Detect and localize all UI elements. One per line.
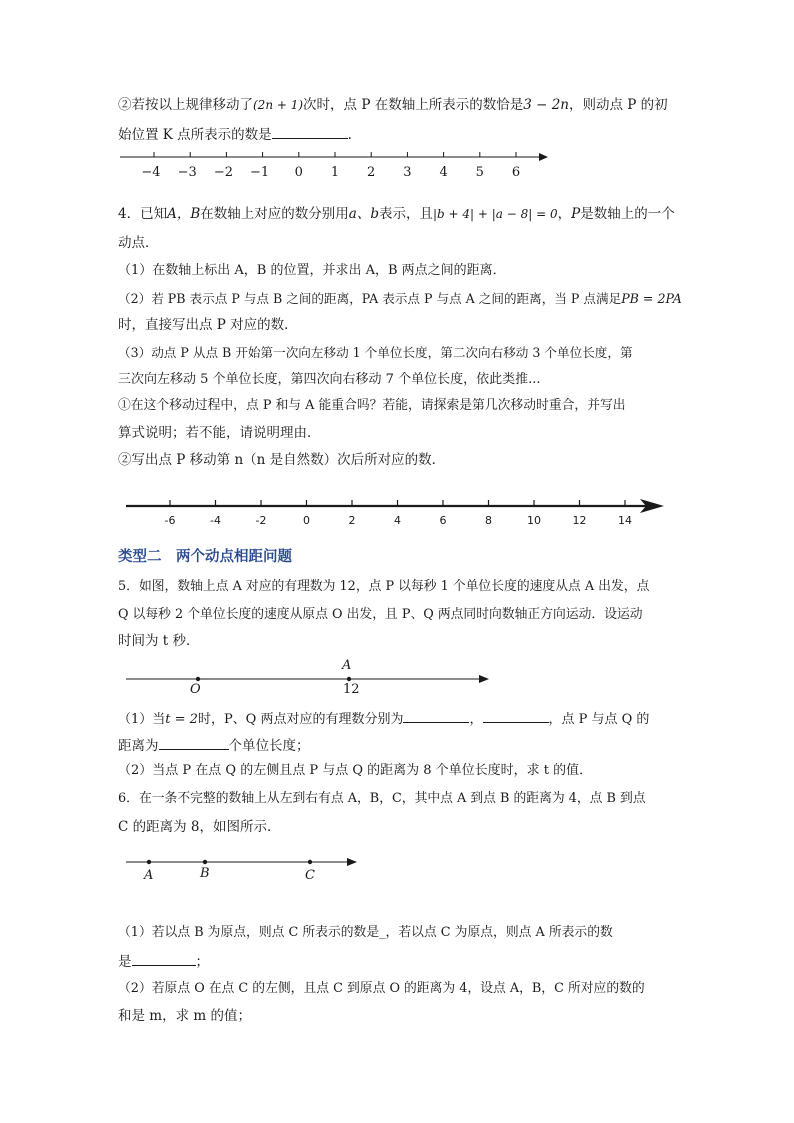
q4-part2-line2: 时，直接写出点 P 对应的数．: [118, 317, 298, 333]
answer-blank[interactable]: [132, 951, 196, 966]
axis2-tick-label: 10: [527, 514, 541, 527]
label-a-value: 12: [343, 682, 360, 697]
axis2-tick-label: 0: [303, 514, 310, 527]
q5-line1: 5．如图，数轴上点 A 对应的有理数为 12，点 P 以每秒 1 个单位长度的速度从点 A 出发，点: [118, 579, 650, 594]
axis1-tick-label: 1: [330, 165, 340, 180]
q4-part3-line1: （3）动点 P 从点 B 开始第一次向左移动 1 个单位长度，第二次向右移动 3 个单位长度，第: [118, 345, 633, 360]
q4-part1: （1）在数轴上标出 A，B 的位置，并求出 A，B 两点之间的距离．: [118, 263, 506, 278]
axis1-tick-label: 4: [439, 165, 448, 180]
axis2-tick-label: 8: [485, 514, 492, 527]
label-a: A: [342, 658, 352, 673]
q6-part1-line1: （1）若以点 B 为原点，则点 C 所表示的数是_，若以点 C 为原点，则点 A 所表示的数: [118, 925, 613, 940]
axis1-tick-label: 2: [367, 165, 376, 180]
q3-part2-line1: ②若按以上规律移动了(2n + 1)次时，点 P 在数轴上所表示的数恰是3 − 2n，则动点 P 的初: [118, 97, 668, 113]
q5-line3: 时间为 t 秒．: [118, 633, 200, 649]
q5-line2: Q 以每秒 2 个单位长度的速度从原点 O 出发，且 P、Q 两点同时向数轴正方向运动．设运动: [118, 607, 643, 622]
label-o: O: [190, 682, 201, 697]
q4-part3-q2: ②写出点 P 移动第 n（n 是自然数）次后所对应的数．: [118, 452, 446, 468]
label-c: C: [305, 868, 315, 883]
q5-part2: （2）当点 P 在点 Q 的左侧且点 P 与点 Q 的距离为 8 个单位长度时，求 t 的值．: [118, 763, 593, 778]
axis2-tick-label: -6: [164, 514, 176, 527]
point-c: [308, 860, 312, 864]
point-b: [203, 860, 207, 864]
axis2-tick-label: 6: [439, 514, 447, 527]
q6-line2: C 的距离为 8，如图所示．: [118, 819, 281, 835]
axis2-tick-label: -2: [255, 514, 267, 527]
axis1-tick-label: −3: [177, 165, 197, 180]
axis1-tick-label: 5: [475, 165, 484, 180]
q5-part1-line2: 距离为 个单位长度；: [118, 735, 310, 755]
q6-part1-line2: 是 ；: [118, 951, 209, 971]
axis2-tick-label: 4: [394, 514, 401, 527]
q4-line1: 4．已知A，B在数轴上对应的数分别用a、b表示，且|b + 4| + |a − 8| = 0，P是数轴上的一个: [118, 206, 675, 222]
axis2-tick-label: -4: [210, 514, 221, 527]
section-title: 类型二 两个动点相距问题: [118, 549, 292, 565]
q5-part1-line1: （1）当t = 2时，P、Q 两点对应的有理数分别为 ， ，点 P 与点 Q 的: [118, 708, 649, 729]
q4-part3-q1-line2: 算式说明；若不能，请说明理由．: [118, 425, 321, 441]
axis1-tick-label: −2: [213, 165, 233, 180]
point-a: [147, 860, 151, 864]
q3-part2-line2: 始位置 K 点所表示的数是 .: [118, 124, 352, 144]
q4-part2-line1: （2）若 PB 表示点 P 与点 B 之间的距离，PA 表示点 P 与点 A 之间的距离，当 P 点满足PB = 2PA: [118, 291, 682, 306]
q6-part2-line2: 和是 m，求 m 的值；: [118, 1008, 251, 1024]
axis1-tick-label: 3: [403, 165, 412, 180]
q4-part3-line2: 三次向左移动 5 个单位长度，第四次向右移动 7 个单位长度，依此类推...: [118, 372, 541, 387]
label-b: B: [200, 866, 210, 881]
q4-part3-q1-line1: ①在这个移动过程中，点 P 和与 A 能重合吗？若能，请探索是第几次移动时重合，并写出: [118, 398, 626, 413]
q6-line1: 6．在一条不完整的数轴上从左到右有点 A，B，C，其中点 A 到点 B 的距离为 4，点 B 到点: [118, 791, 646, 806]
axis2-tick-label: 2: [348, 514, 356, 527]
q4-line2: 动点．: [118, 235, 159, 251]
label-a: A: [144, 868, 154, 883]
axis1-tick-label: 6: [511, 165, 521, 180]
axis1-tick-label: −4: [141, 165, 161, 180]
q6-part2-line1: （2）若原点 O 在点 C 的左侧，且点 C 到原点 O 的距离为 4，设点 A，B，C 所对应的数的: [118, 981, 645, 996]
axis1-tick-label: −1: [250, 165, 270, 180]
axis2-tick-label: 14: [618, 514, 632, 527]
axis2-tick-label: 12: [572, 514, 587, 527]
axis1-tick-label: 0: [294, 165, 303, 180]
